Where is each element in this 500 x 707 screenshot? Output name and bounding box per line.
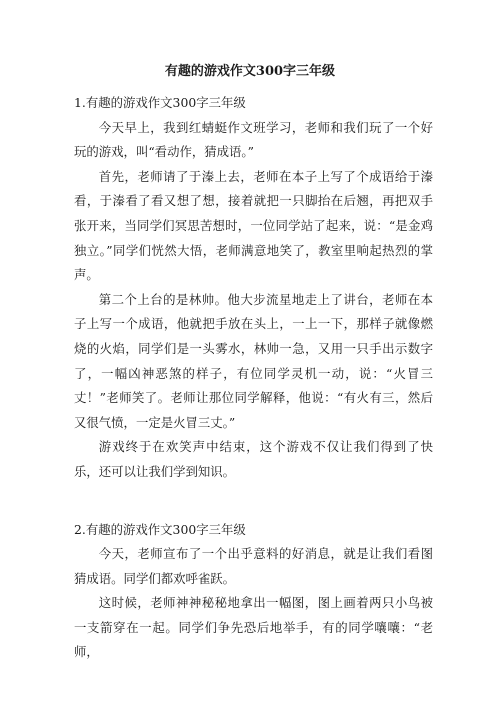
section-spacer: [74, 485, 433, 518]
paragraph: 游戏终于在欢笑声中结束，这个游戏不仅让我们得到了快乐，还可以让我们学到知识。: [74, 439, 433, 479]
section-2: [74, 518, 433, 666]
paragraph: 这时候，老师神神秘秘地拿出一幅图，图上画着两只小鸟被一支箭穿在一起。同学们争先恐后地举手，有的同学嚷嚷：“老师，: [74, 595, 433, 660]
paragraph: 今天，老师宣布了一个出乎意料的好消息，就是让我们看图猜成语。同学们都欢呼雀跃。: [74, 546, 433, 586]
paragraph: 今天早上，我到红蜻蜓作文班学习，老师和我们玩了一个好玩的游戏，叫“看动作，猜成语。”: [74, 119, 433, 160]
paragraph: 首先，老师请了于溱上去，老师在本子上写了个成语给于溱看，于溱看了看又想了想，接着就把一只脚抬在后翘，再把双手张开来，当同学们冥思苦想时，一位同学站了起来，说：“是金鸡独立。”同学们恍然大悟，老师满意地笑了，教室里响起热烈的掌声。: [74, 168, 433, 283]
document-body: [74, 91, 433, 665]
section-heading: 1.有趣的游戏作文300字三年级: [74, 95, 246, 110]
paragraph: 第二个上台的是林帅。他大步流星地走上了讲台，老师在本子上写一个成语，他就把手放在头上，一上一下，那样子就像燃烧的火焰，同学们是一头雾水，林帅一急，又用一只手出示数字了，一幅凶神恶煞的样子，有位同学灵机一动，说：“火冒三丈！”老师笑了。老师让那位同学解释，他说：“有火有三，然后又很气愤，一定是火冒三丈。”: [74, 291, 433, 430]
section-1: [74, 91, 433, 485]
section-heading: 2.有趣的游戏作文300字三年级: [74, 521, 246, 537]
document-title: 有趣的游戏作文300字三年级: [164, 64, 336, 79]
